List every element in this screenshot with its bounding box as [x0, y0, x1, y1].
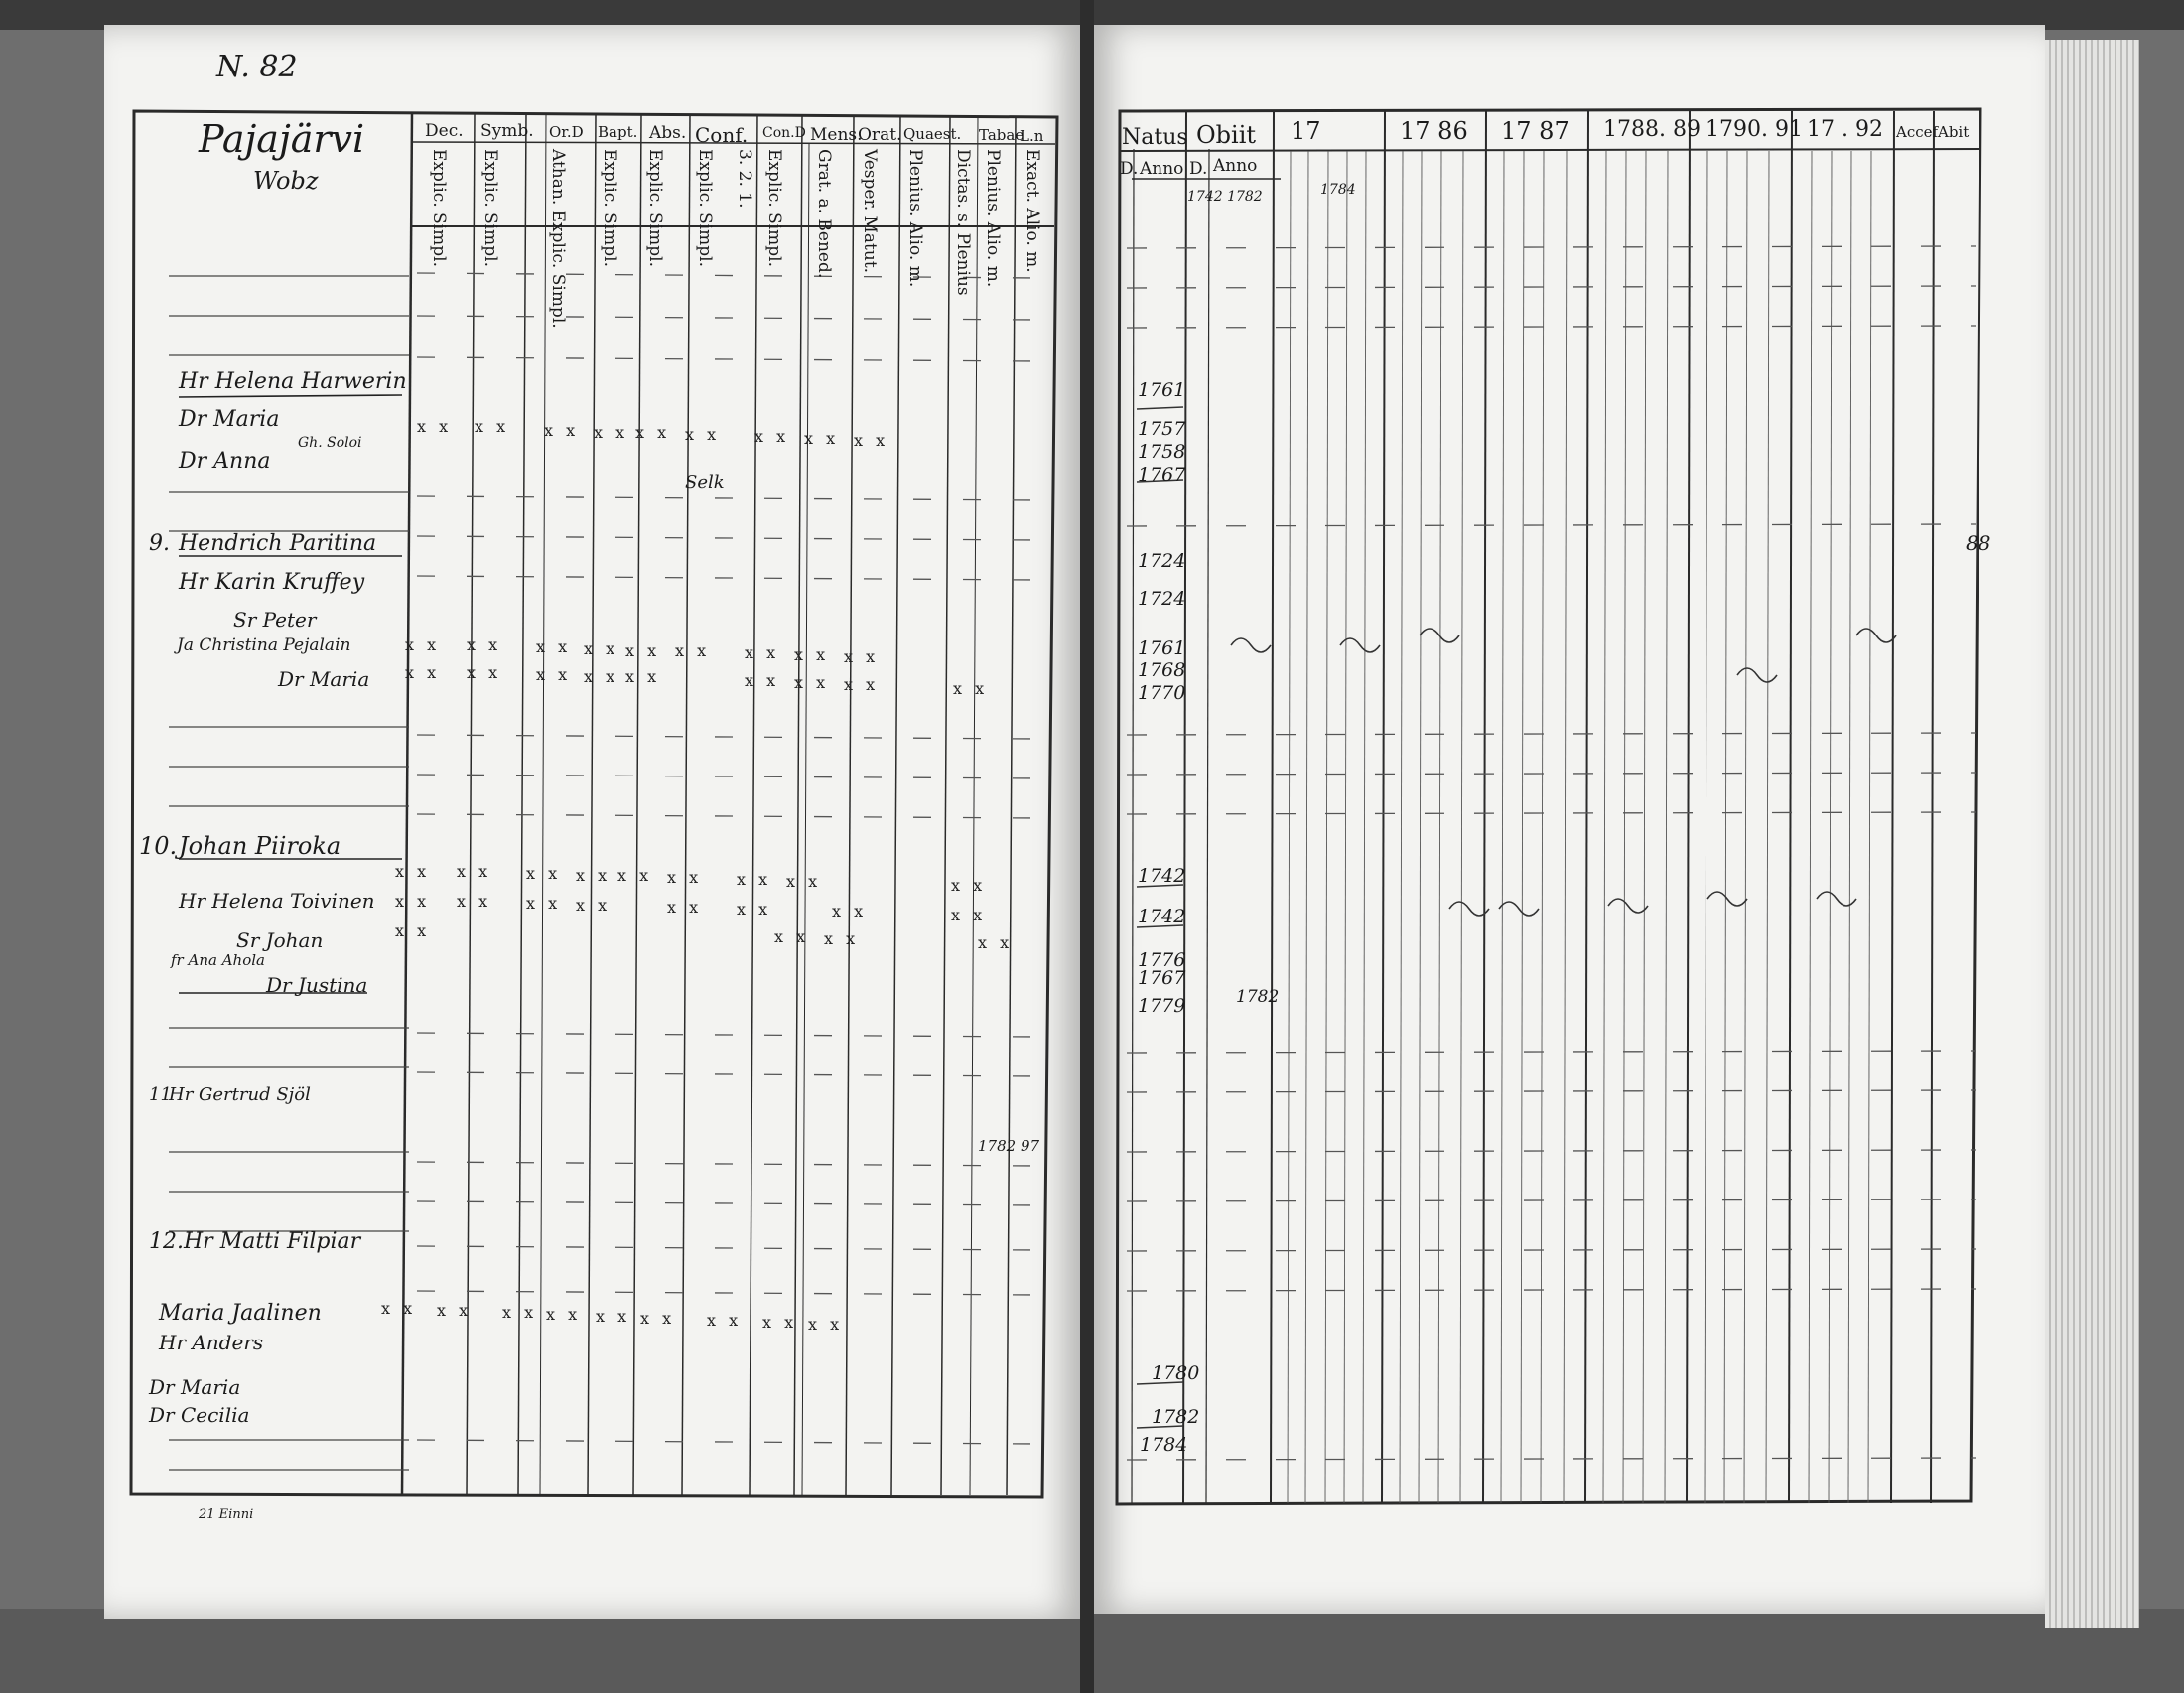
- col-header-1: Symb.: [480, 121, 534, 141]
- entry-name: Hr Helena Harwerin: [179, 369, 407, 394]
- entry-name: Dr Cecilia: [149, 1403, 250, 1427]
- tally-mark: x x: [544, 421, 580, 440]
- col-sub-11: Dictas. s. Plenius: [953, 149, 973, 296]
- tally-mark: x x: [576, 866, 612, 885]
- right-sub-1: Anno: [1140, 159, 1184, 179]
- entry-name: Maria Jaalinen: [159, 1301, 322, 1326]
- parish-subtitle: Wobz: [253, 167, 319, 195]
- parish-title: Pajajärvi: [199, 117, 365, 161]
- tally-mark: x x: [584, 639, 619, 658]
- birth-year: 1724: [1138, 588, 1186, 610]
- tally-mark: x x: [625, 667, 661, 686]
- right-note-2: 88: [1966, 531, 1991, 555]
- col-sub-6: 3. 2. 1.: [735, 149, 754, 209]
- right-header-0: Natus: [1122, 125, 1188, 150]
- birth-year: 1758: [1138, 441, 1186, 463]
- col-sub-13: Exact. Alio. m.: [1023, 149, 1042, 273]
- birth-year: 1767: [1138, 967, 1186, 989]
- tally-mark: x x: [667, 898, 703, 917]
- tally-mark: x x: [824, 929, 860, 948]
- tally-mark: x x: [405, 663, 441, 682]
- tally-mark: x x: [395, 921, 431, 940]
- inline-note: Selk: [685, 472, 725, 493]
- entry-name: fr Ana Ahola: [171, 951, 265, 969]
- birth-year: 1776: [1138, 949, 1186, 971]
- tally-mark: x x: [536, 665, 572, 684]
- tally-mark: x x: [707, 1311, 743, 1330]
- entry-number: 9.: [149, 531, 170, 556]
- entry-number: 11: [149, 1084, 172, 1105]
- birth-year: 1742: [1138, 865, 1186, 887]
- tally-mark: x x: [754, 427, 790, 446]
- right-sub-3: Anno: [1213, 156, 1258, 176]
- tally-mark: x x: [417, 417, 453, 436]
- tally-mark: x x: [762, 1313, 798, 1332]
- tally-mark: x x: [786, 872, 822, 891]
- entry-number: 12.: [149, 1229, 184, 1254]
- col-header-8: Orat.: [858, 125, 902, 145]
- right-header-8: Accef: [1896, 123, 1939, 141]
- birth-year: 1779: [1138, 995, 1186, 1017]
- birth-year: 1784: [1140, 1434, 1188, 1456]
- right-sub-2: D.: [1189, 159, 1208, 179]
- inline-note: 1782 97: [978, 1137, 1040, 1155]
- tally-mark: x x: [381, 1299, 417, 1318]
- right-header-5: 1788. 89: [1603, 117, 1701, 142]
- tally-mark: x x: [685, 425, 721, 444]
- col-sub-5: Explic. Simpl.: [695, 149, 715, 268]
- right-header-2: 17: [1291, 117, 1321, 145]
- col-header-4: Abs.: [649, 123, 687, 143]
- col-sub-3: Explic. Simpl.: [600, 149, 619, 268]
- col-sub-0: Explic. Simpl.: [429, 149, 449, 268]
- entry-name: Dr Anna: [179, 449, 271, 474]
- birth-year: 1768: [1138, 659, 1186, 681]
- right-header-9: Abit: [1938, 123, 1970, 141]
- right-header-4: 17 87: [1501, 117, 1570, 145]
- right-note-0: 1742 1782: [1187, 189, 1263, 205]
- col-header-3: Bapt.: [598, 123, 638, 141]
- col-header-0: Dec.: [425, 121, 464, 141]
- right-header-6: 1790. 91: [1706, 117, 1803, 142]
- tally-mark: x x: [502, 1303, 538, 1322]
- tally-mark: x x: [745, 671, 780, 690]
- tally-mark: x x: [978, 933, 1014, 952]
- entry-name: Dr Maria: [278, 667, 370, 691]
- birth-year: 1761: [1138, 379, 1186, 401]
- tally-mark: x x: [854, 431, 889, 450]
- tally-mark: x x: [951, 906, 987, 924]
- entry-name: Sr Peter: [233, 608, 317, 632]
- tally-mark: x x: [635, 423, 671, 442]
- tally-mark: x x: [617, 866, 653, 885]
- entry-name: Sr Johan: [236, 928, 324, 952]
- tally-mark: x x: [584, 667, 619, 686]
- col-header-2: Or.D: [549, 123, 584, 141]
- tally-mark: x x: [526, 894, 562, 913]
- tally-mark: x x: [467, 635, 502, 654]
- tally-mark: x x: [737, 900, 772, 918]
- tally-mark: x x: [594, 423, 629, 442]
- col-header-7: Mens.: [810, 125, 863, 145]
- tally-mark: x x: [675, 641, 711, 660]
- tally-mark: x x: [475, 417, 510, 436]
- tally-mark: x x: [745, 643, 780, 662]
- right-sub-0: D.: [1120, 159, 1139, 179]
- right-note-1: 1784: [1320, 182, 1356, 198]
- birth-year: 1767: [1138, 464, 1186, 486]
- birth-year: 1770: [1138, 682, 1186, 704]
- tally-mark: x x: [794, 645, 830, 664]
- col-header-5: Conf.: [695, 123, 749, 147]
- death-year: 1782: [1236, 987, 1280, 1007]
- col-sub-8: Grat. a. Bened.: [814, 149, 834, 279]
- tally-mark: x x: [526, 864, 562, 883]
- birth-year: 1780: [1152, 1362, 1200, 1384]
- tally-mark: x x: [405, 635, 441, 654]
- tally-mark: x x: [953, 679, 989, 698]
- tally-mark: x x: [832, 902, 868, 920]
- entry-name: Hr Anders: [159, 1331, 264, 1354]
- tally-mark: x x: [640, 1309, 676, 1328]
- entry-name: Hr Matti Filpiar: [184, 1229, 361, 1254]
- birth-year: 1742: [1138, 906, 1186, 927]
- entry-name: Hr Karin Kruffey: [179, 570, 365, 595]
- tally-mark: x x: [467, 663, 502, 682]
- right-header-7: 17 . 92: [1807, 117, 1883, 142]
- col-sub-4: Explic. Simpl.: [645, 149, 665, 268]
- entry-name: Dr Justina: [266, 973, 368, 997]
- entry-name: Johan Piiroka: [179, 832, 341, 860]
- birth-year: 1761: [1138, 637, 1186, 659]
- tally-mark: x x: [667, 868, 703, 887]
- entry-name: Hendrich Paritina: [179, 531, 377, 556]
- tally-mark: x x: [437, 1301, 473, 1320]
- entry-name: Ja Christina Pejalain: [177, 635, 351, 655]
- tally-mark: x x: [536, 637, 572, 656]
- birth-year: 1724: [1138, 550, 1186, 572]
- col-sub-9: Vesper. Matut.: [860, 149, 880, 274]
- col-sub-7: Explic. Simpl.: [764, 149, 784, 268]
- entry-name: Dr Maria: [179, 407, 280, 432]
- bottom-note: 21 Einni: [199, 1507, 254, 1522]
- col-header-9: Quaest.: [903, 125, 962, 143]
- tally-mark: x x: [546, 1305, 582, 1324]
- tally-mark: x x: [804, 429, 840, 448]
- entry-name: Hr Gertrud Sjöl: [169, 1084, 311, 1105]
- col-header-6: Con.D: [762, 125, 806, 141]
- birth-year: 1782: [1152, 1406, 1200, 1428]
- page-number: N. 82: [216, 50, 298, 84]
- col-header-11: L.n: [1020, 127, 1044, 145]
- tally-mark: x x: [395, 862, 431, 881]
- entry-name: Dr Maria: [149, 1375, 241, 1399]
- tally-mark: x x: [844, 675, 880, 694]
- tally-mark: x x: [808, 1315, 844, 1334]
- tally-mark: x x: [794, 673, 830, 692]
- birth-year: 1757: [1138, 418, 1186, 440]
- entry-number: 10.: [139, 832, 178, 860]
- tally-mark: x x: [625, 641, 661, 660]
- col-header-10: Tabae: [979, 126, 1024, 144]
- tally-mark: x x: [951, 876, 987, 895]
- col-sub-10: Plenius. Alio. m.: [905, 149, 925, 288]
- right-header-1: Obiit: [1196, 121, 1257, 149]
- col-sub-12: Plenius. Alio. m.: [983, 149, 1003, 288]
- tally-mark: x x: [457, 862, 492, 881]
- inline-note: Gh. Soloi: [298, 435, 362, 451]
- tally-mark: x x: [844, 647, 880, 666]
- entry-name: Hr Helena Toivinen: [179, 889, 375, 913]
- tally-mark: x x: [737, 870, 772, 889]
- col-sub-2: Athan. Explic. Simpl.: [548, 149, 568, 329]
- tally-mark: x x: [596, 1307, 631, 1326]
- tally-mark: x x: [457, 892, 492, 911]
- tally-mark: x x: [395, 892, 431, 911]
- tally-mark: x x: [576, 896, 612, 915]
- col-sub-1: Explic. Simpl.: [480, 149, 500, 268]
- right-header-3: 17 86: [1400, 117, 1468, 145]
- tally-mark: x x: [774, 927, 810, 946]
